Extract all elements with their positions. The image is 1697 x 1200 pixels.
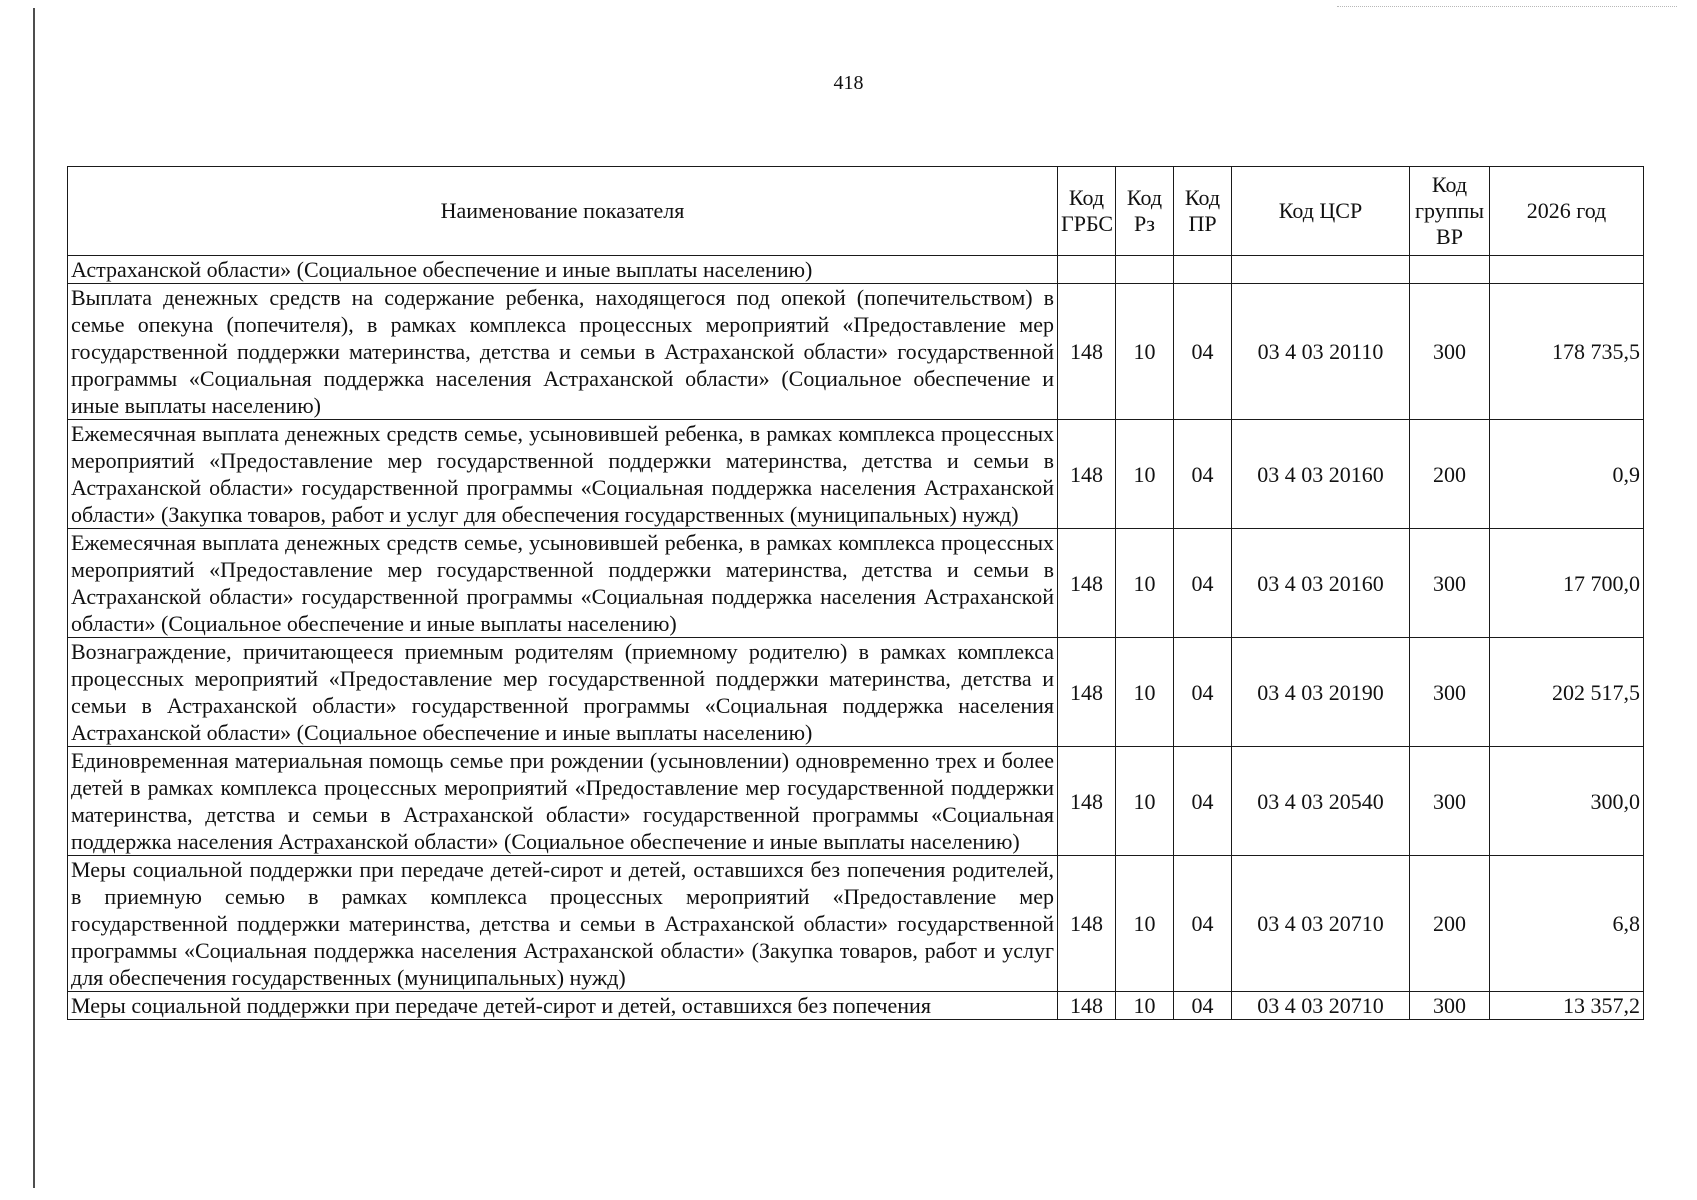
row-amount: 178 735,5 xyxy=(1490,284,1644,420)
row-pr: 04 xyxy=(1174,529,1232,638)
row-vr: 300 xyxy=(1410,529,1490,638)
table-row xyxy=(68,992,1644,1020)
row-csr: 03 4 03 20160 xyxy=(1232,529,1410,638)
table-row xyxy=(68,747,1644,856)
row-amount: 17 700,0 xyxy=(1490,529,1644,638)
row-vr: 300 xyxy=(1410,638,1490,747)
table-row xyxy=(68,856,1644,992)
row-rz: 10 xyxy=(1116,420,1174,529)
table-row xyxy=(68,638,1644,747)
row-vr: 200 xyxy=(1410,420,1490,529)
row-amount: 13 357,2 xyxy=(1490,992,1644,1020)
row-rz: 10 xyxy=(1116,529,1174,638)
row-name: Выплата денежных средств на содержание ребенка, находящегося под опекой (попечительством) в семье опекуна (попечителя), в рамках комплекса процессных мероприятий «Предоставление мер государственной поддержки материнства, детства и семьи в Астраханской области» государственной программы «Социальная поддержка населения Астраханской области» (Социальное обеспечение и иные выплаты населению) xyxy=(68,284,1058,420)
table-header-row xyxy=(68,167,1644,256)
scan-artifact xyxy=(1337,6,1677,8)
table-row xyxy=(68,420,1644,529)
row-name: Ежемесячная выплата денежных средств семье, усыновившей ребенка, в рамках комплекса процессных мероприятий «Предоставление мер государственной поддержки материнства, детства и семьи в Астраханской области» государственной программы «Социальная поддержка населения Астраханской области» (Социальное обеспечение и иные выплаты населению) xyxy=(68,529,1058,638)
row-grbs: 148 xyxy=(1058,529,1116,638)
row-csr: 03 4 03 20110 xyxy=(1232,284,1410,420)
row-grbs: 148 xyxy=(1058,284,1116,420)
row-pr: 04 xyxy=(1174,420,1232,529)
row-name: Астраханской области» (Социальное обеспечение и иные выплаты населению) xyxy=(68,256,1058,284)
row-csr: 03 4 03 20710 xyxy=(1232,992,1410,1020)
row-rz: 10 xyxy=(1116,638,1174,747)
row-csr: 03 4 03 20190 xyxy=(1232,638,1410,747)
row-grbs: 148 xyxy=(1058,856,1116,992)
header-pr: Код ПР xyxy=(1174,167,1232,256)
row-csr: 03 4 03 20160 xyxy=(1232,420,1410,529)
row-csr xyxy=(1232,256,1410,284)
row-amount: 6,8 xyxy=(1490,856,1644,992)
row-grbs xyxy=(1058,256,1116,284)
row-csr: 03 4 03 20540 xyxy=(1232,747,1410,856)
header-csr: Код ЦСР xyxy=(1232,167,1410,256)
row-pr: 04 xyxy=(1174,856,1232,992)
table-row xyxy=(68,256,1644,284)
row-pr: 04 xyxy=(1174,284,1232,420)
row-rz: 10 xyxy=(1116,747,1174,856)
row-amount: 0,9 xyxy=(1490,420,1644,529)
row-rz: 10 xyxy=(1116,856,1174,992)
row-vr: 200 xyxy=(1410,856,1490,992)
scan-margin-line xyxy=(33,8,35,1188)
row-vr xyxy=(1410,256,1490,284)
row-rz: 10 xyxy=(1116,284,1174,420)
row-grbs: 148 xyxy=(1058,992,1116,1020)
header-rz: Код Рз xyxy=(1116,167,1174,256)
row-vr: 300 xyxy=(1410,284,1490,420)
row-grbs: 148 xyxy=(1058,420,1116,529)
row-rz: 10 xyxy=(1116,992,1174,1020)
row-name: Меры социальной поддержки при передаче детей-сирот и детей, оставшихся без попечения родителей, в приемную семью в рамках комплекса процессных мероприятий «Предоставление мер государственной поддержки материнства, детства и семьи в Астраханской области» государственной программы «Социальная поддержка населения Астраханской области» (Закупка товаров, работ и услуг для обеспечения государственных (муниципальных) нужд) xyxy=(68,856,1058,992)
row-pr xyxy=(1174,256,1232,284)
row-pr: 04 xyxy=(1174,747,1232,856)
row-name: Вознаграждение, причитающееся приемным родителям (приемному родителю) в рамках комплекса процессных мероприятий «Предоставление мер государственной поддержки материнства, детства и семьи в Астраханской области» государственной программы «Социальная поддержка населения Астраханской области» (Социальное обеспечение и иные выплаты населению) xyxy=(68,638,1058,747)
row-grbs: 148 xyxy=(1058,638,1116,747)
row-vr: 300 xyxy=(1410,992,1490,1020)
header-grbs: Код ГРБС xyxy=(1058,167,1116,256)
row-rz xyxy=(1116,256,1174,284)
table-row xyxy=(68,529,1644,638)
header-year: 2026 год xyxy=(1490,167,1644,256)
row-amount xyxy=(1490,256,1644,284)
row-name: Меры социальной поддержки при передаче детей-сирот и детей, оставшихся без попечения xyxy=(68,992,1058,1020)
row-grbs: 148 xyxy=(1058,747,1116,856)
row-vr: 300 xyxy=(1410,747,1490,856)
row-amount: 202 517,5 xyxy=(1490,638,1644,747)
row-csr: 03 4 03 20710 xyxy=(1232,856,1410,992)
header-vr: Код группы ВР xyxy=(1410,167,1490,256)
page-number: 418 xyxy=(833,72,864,94)
table-row xyxy=(68,284,1644,420)
budget-table xyxy=(67,166,1644,1020)
row-name: Единовременная материальная помощь семье при рождении (усыновлении) одновременно трех и более детей в рамках комплекса процессных мероприятий «Предоставление мер государственной поддержки материнства, детства и семьи в Астраханской области» государственной программы «Социальная поддержка населения Астраханской области» (Социальное обеспечение и иные выплаты населению) xyxy=(68,747,1058,856)
row-pr: 04 xyxy=(1174,638,1232,747)
header-name: Наименование показателя xyxy=(68,167,1058,256)
row-name: Ежемесячная выплата денежных средств семье, усыновившей ребенка, в рамках комплекса процессных мероприятий «Предоставление мер государственной поддержки материнства, детства и семьи в Астраханской области» государственной программы «Социальная поддержка населения Астраханской области» (Закупка товаров, работ и услуг для обеспечения государственных (муниципальных) нужд) xyxy=(68,420,1058,529)
row-pr: 04 xyxy=(1174,992,1232,1020)
row-amount: 300,0 xyxy=(1490,747,1644,856)
